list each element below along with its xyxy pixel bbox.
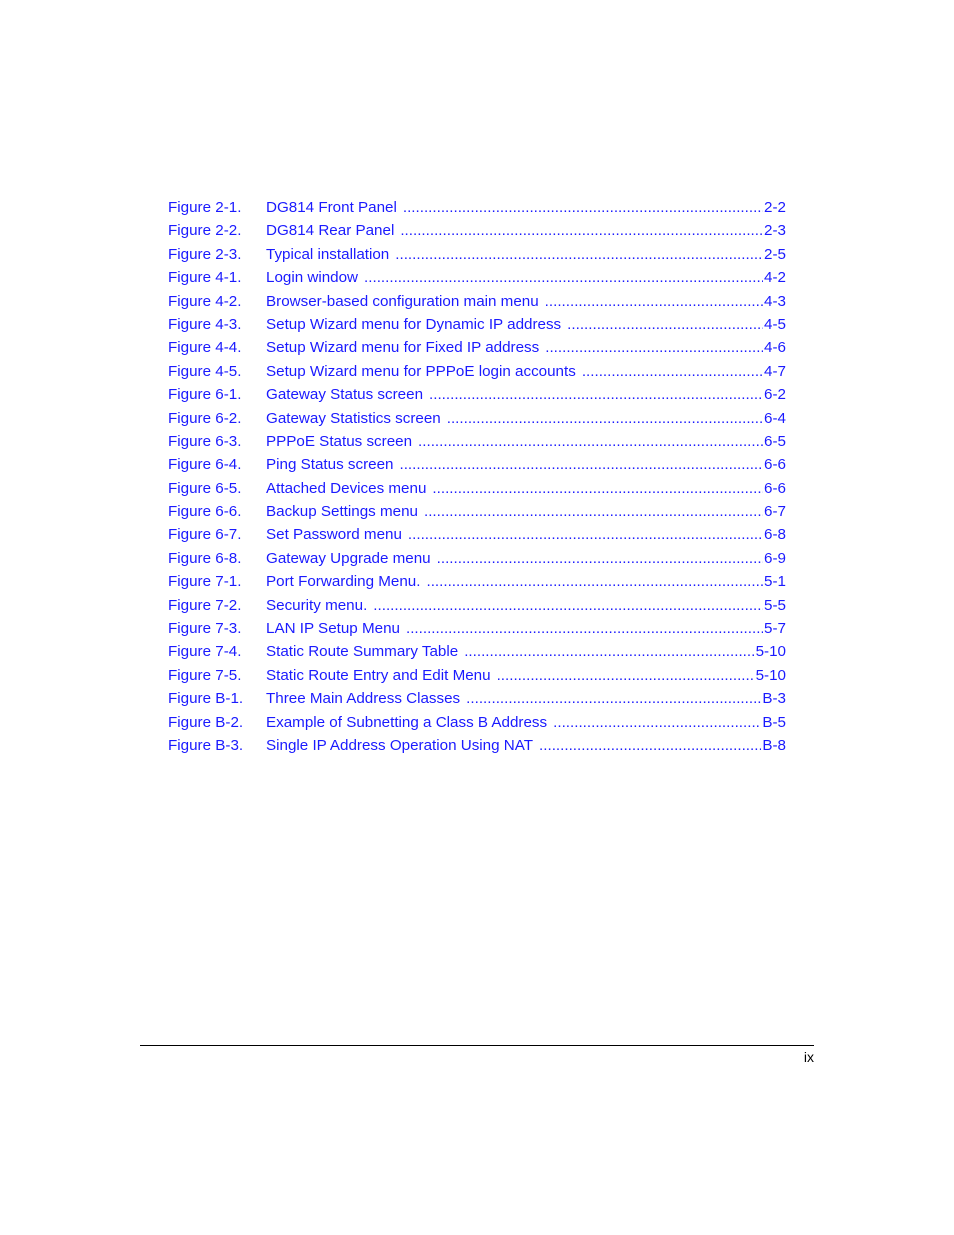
toc-entry[interactable] xyxy=(168,385,786,408)
figure-title: Single IP Address Operation Using NAT xyxy=(266,736,534,754)
figure-number: Figure 6-3. xyxy=(168,432,242,450)
figure-title: Gateway Statistics screen xyxy=(266,409,441,427)
figure-title: Attached Devices menu xyxy=(266,479,427,497)
toc-entry[interactable] xyxy=(168,713,786,736)
dot-leader xyxy=(400,221,763,240)
figure-page: B-8 xyxy=(762,736,786,754)
figure-title: Backup Settings menu xyxy=(266,503,418,521)
toc-entry[interactable] xyxy=(168,642,786,665)
figure-page: 4-5 xyxy=(764,315,786,333)
dot-leader xyxy=(497,666,755,685)
figure-number: Figure 7-4. xyxy=(168,643,242,661)
figure-number: Figure 6-8. xyxy=(168,549,242,567)
dot-leader xyxy=(426,572,763,591)
figure-page: 4-2 xyxy=(764,269,786,287)
figure-page: 4-6 xyxy=(764,339,786,357)
figure-page: 2-2 xyxy=(764,199,786,216)
toc-entry[interactable] xyxy=(168,455,786,478)
figure-page: 5-10 xyxy=(755,643,786,661)
toc-entry[interactable] xyxy=(168,689,786,712)
figure-number: Figure 6-7. xyxy=(168,526,242,544)
dot-leader xyxy=(582,362,763,381)
figure-page: 2-3 xyxy=(764,222,786,240)
figure-number: Figure 4-1. xyxy=(168,269,242,287)
page-number: ix xyxy=(803,1049,814,1065)
figure-number: Figure 2-3. xyxy=(168,245,242,263)
figure-page: 4-3 xyxy=(764,292,786,310)
figure-number: Figure 4-4. xyxy=(168,339,242,357)
toc-entry[interactable] xyxy=(168,245,786,268)
dot-leader xyxy=(364,268,763,287)
figure-title: PPPoE Status screen xyxy=(266,432,413,450)
figure-number: Figure 2-2. xyxy=(168,222,242,240)
figure-number: Figure 6-4. xyxy=(168,456,242,474)
figure-page: 6-4 xyxy=(764,409,786,427)
toc-entry[interactable] xyxy=(168,736,786,759)
dot-leader xyxy=(424,502,763,521)
figure-number: Figure 6-6. xyxy=(168,503,242,521)
figure-title: Login window xyxy=(266,269,359,287)
dot-leader xyxy=(553,713,761,732)
dot-leader xyxy=(395,245,763,264)
footer-divider xyxy=(140,1045,814,1046)
figure-title: Gateway Upgrade menu xyxy=(266,549,431,567)
figure-page: 5-5 xyxy=(764,596,786,614)
figure-page: 5-1 xyxy=(764,573,786,591)
toc-entry[interactable] xyxy=(168,572,786,595)
figure-number: Figure 4-2. xyxy=(168,292,242,310)
toc-entry[interactable] xyxy=(168,619,786,642)
figure-page: 2-5 xyxy=(764,245,786,263)
figure-number: Figure B-1. xyxy=(168,690,244,708)
figure-page: 6-7 xyxy=(764,503,786,521)
figure-number: Figure 2-1. xyxy=(168,199,242,216)
toc-entry[interactable] xyxy=(168,502,786,525)
dot-leader xyxy=(466,689,761,708)
dot-leader xyxy=(403,198,763,217)
figure-number: Figure B-3. xyxy=(168,736,244,754)
figure-number: Figure 4-3. xyxy=(168,315,242,333)
figure-title: Example of Subnetting a Class B Address xyxy=(266,713,548,731)
figure-page: 6-8 xyxy=(764,526,786,544)
toc-entry[interactable] xyxy=(168,362,786,385)
figure-title: Browser-based configuration main menu xyxy=(266,292,539,310)
figure-number: Figure 7-5. xyxy=(168,666,242,684)
toc-entry[interactable] xyxy=(168,315,786,338)
figure-title: Gateway Status screen xyxy=(266,386,424,404)
toc-entry[interactable] xyxy=(168,292,786,315)
figure-title: DG814 Front Panel xyxy=(266,199,397,216)
dot-leader xyxy=(399,455,763,474)
figure-page: 6-6 xyxy=(764,456,786,474)
figure-page: 6-5 xyxy=(764,432,786,450)
dot-leader xyxy=(447,409,763,428)
dot-leader xyxy=(373,596,763,615)
dot-leader xyxy=(464,642,754,661)
figure-number: Figure B-2. xyxy=(168,713,244,731)
figure-number: Figure 6-2. xyxy=(168,409,242,427)
figure-title: Static Route Summary Table xyxy=(266,643,459,661)
figure-page: 6-9 xyxy=(764,549,786,567)
figure-number: Figure 6-5. xyxy=(168,479,242,497)
figure-title: Typical installation xyxy=(266,245,390,263)
list-of-figures xyxy=(168,198,786,759)
figure-page: B-3 xyxy=(762,690,786,708)
toc-entry[interactable] xyxy=(168,198,786,221)
figure-title: Ping Status screen xyxy=(266,456,394,474)
dot-leader xyxy=(545,292,763,311)
figure-page: B-5 xyxy=(762,713,786,731)
dot-leader xyxy=(418,432,763,451)
toc-entry[interactable] xyxy=(168,221,786,244)
figure-title: Setup Wizard menu for Dynamic IP address xyxy=(266,315,562,333)
figure-number: Figure 7-2. xyxy=(168,596,242,614)
toc-entry[interactable] xyxy=(168,268,786,291)
figure-title: Set Password menu xyxy=(266,526,402,544)
figure-title: Setup Wizard menu for Fixed IP address xyxy=(266,339,540,357)
toc-entry[interactable] xyxy=(168,666,786,689)
toc-entry[interactable] xyxy=(168,338,786,361)
dot-leader xyxy=(406,619,763,638)
figure-title: Setup Wizard menu for PPPoE login accounts xyxy=(266,362,576,380)
dot-leader xyxy=(408,525,763,544)
dot-leader xyxy=(432,479,763,498)
toc-entry[interactable] xyxy=(168,432,786,455)
figure-page: 6-2 xyxy=(764,386,786,404)
figure-number: Figure 4-5. xyxy=(168,362,242,380)
figure-number: Figure 7-1. xyxy=(168,573,242,591)
toc-entry[interactable] xyxy=(168,525,786,548)
dot-leader xyxy=(539,736,761,755)
toc-entry[interactable] xyxy=(168,409,786,432)
figure-number: Figure 7-3. xyxy=(168,620,242,638)
dot-leader xyxy=(437,549,763,568)
figure-page: 5-7 xyxy=(764,620,786,638)
figure-number: Figure 6-1. xyxy=(168,386,242,404)
figure-title: Security menu. xyxy=(266,596,368,614)
dot-leader xyxy=(567,315,763,334)
dot-leader xyxy=(545,338,763,357)
dot-leader xyxy=(429,385,763,404)
figure-page: 4-7 xyxy=(764,362,786,380)
figure-title: Three Main Address Classes xyxy=(266,690,461,708)
figure-title: Static Route Entry and Edit Menu xyxy=(266,666,491,684)
figure-title: DG814 Rear Panel xyxy=(266,222,395,240)
figure-title: Port Forwarding Menu. xyxy=(266,573,421,591)
figure-title: LAN IP Setup Menu xyxy=(266,620,400,638)
figure-page: 5-10 xyxy=(755,666,786,684)
toc-entry[interactable] xyxy=(168,596,786,619)
toc-entry[interactable] xyxy=(168,549,786,572)
figure-page: 6-6 xyxy=(764,479,786,497)
toc-entry[interactable] xyxy=(168,479,786,502)
